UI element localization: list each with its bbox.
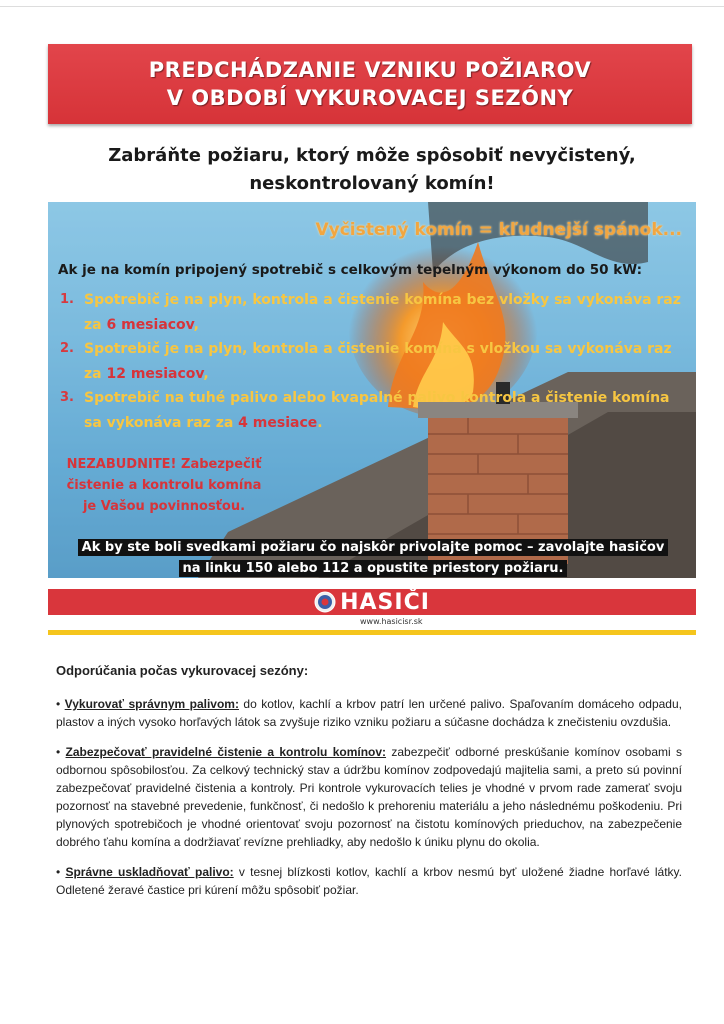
recommendation-item	[56, 695, 682, 731]
inspection-list	[58, 288, 688, 435]
reminder-text: NEZABUDNITE! Zabezpečiť čistenie a kontrolu komína je Vašou povinnosťou.	[66, 457, 262, 514]
item-interval: 4 mesiace	[238, 414, 318, 431]
subtitle-line-1: Zabráňte požiaru, ktorý môže spôsobiť nevyčistený,	[108, 145, 636, 166]
title-line-2: V OBDOBÍ VYKUROVACEJ SEZÓNY	[166, 86, 574, 110]
brand-bar	[48, 589, 696, 615]
page-edge	[0, 6, 724, 7]
emergency-callout	[66, 537, 680, 579]
recommendation-item	[56, 863, 682, 899]
brand-url[interactable]: www.hasicisr.sk	[360, 617, 423, 626]
list-item	[58, 337, 688, 386]
callout-line-1: Ak by ste boli svedkami požiaru čo najskôr privolajte pomoc – zavolajte hasičov	[78, 539, 669, 556]
recommendations-heading: Odporúčania počas vykurovacej sezóny:	[56, 663, 309, 678]
item-number: 1.	[60, 292, 74, 307]
intro-text: Ak je na komín pripojený spotrebič s celkovým tepelným výkonom do 50 kW:	[58, 262, 643, 278]
recommendations	[56, 663, 682, 911]
recommendation-text: v tesnej blízkosti kotlov, kachlí a krbov nesmú byť uložené žiadne horľavé látky. Odletené žeravé častice pri kúrení môžu spôsobiť požiar.	[56, 865, 683, 897]
item-interval: 6 mesiacov	[106, 316, 194, 333]
brand-name: HASIČI	[340, 589, 430, 615]
list-item	[58, 386, 688, 435]
item-interval: 12 mesiacov	[106, 365, 204, 382]
fire-service-emblem-icon	[314, 591, 336, 613]
recommendation-text: do kotlov, kachlí a krbov patrí len určené palivo. Spaľovaním domáceho odpadu, plastov a iných vysoko horľavých látok sa zvyšuje riziko vzniku požiaru a súčasne dochádza k znečisteniu ovzdušia.	[56, 697, 682, 729]
title-line-1: PREDCHÁDZANIE VZNIKU POŽIAROV	[148, 58, 592, 82]
motto: Vyčistený komín = kľudnejší spánok...	[315, 220, 682, 240]
chimney-fire-photo	[48, 202, 696, 578]
recommendation-term: Vykurovať správnym palivom:	[64, 697, 239, 711]
bullet-icon: •	[56, 865, 61, 879]
title-banner	[48, 44, 692, 124]
subtitle	[60, 142, 684, 198]
item-end: ,	[203, 365, 209, 382]
list-item	[58, 288, 688, 337]
recommendation-item	[56, 743, 682, 851]
subtitle-line-2: neskontrolovaný komín!	[249, 173, 495, 194]
item-text: Spotrebič na tuhé palivo alebo kvapalné palivo kontrola a čistenie komína sa vykonáva raz za	[84, 390, 670, 431]
recommendation-term: Správne uskladňovať palivo:	[65, 865, 234, 879]
divider-line	[48, 630, 696, 635]
item-number: 3.	[60, 390, 74, 405]
item-end: ,	[193, 316, 199, 333]
recommendation-text: zabezpečiť odborné preskúšanie komínov osobami s odbornou spôsobilosťou. Za celkový technický stav a údržbu komínov zodpovedajú majitelia sami, a preto sú povinní zabezpečovať pravidelné čistenia a kontroly. Pri kontrole vykurovacích telies je vhodné v prvom rade zamerať svoju pozornosť na stavebné prevedenie, funkčnosť, či nedošlo k prehoreniu materiálu a jeho následnému poškodeniu. Pri plynových spotrebičoch je vhodné orientovať svoju pozornosť na čistotu komínových prieduchov, na zabezpečenie dobrého ťahu komína a dodržiavať revízne prehliadky, aby nedošlo k úniku plynu do okolia.	[56, 745, 682, 849]
item-end: .	[317, 414, 323, 431]
callout-line-2: na linku 150 alebo 112 a opustite priestory požiaru.	[179, 560, 568, 577]
item-number: 2.	[60, 341, 74, 356]
recommendation-term: Zabezpečovať pravidelné čistenie a kontrolu komínov:	[65, 745, 387, 759]
item-text: Spotrebič je na plyn, kontrola a čistenie komína bez vložky sa vykonáva raz za	[84, 292, 681, 333]
bullet-icon: •	[56, 745, 61, 759]
item-text: Spotrebič je na plyn, kontrola a čistenie komína s vložkou sa vykonáva raz za	[84, 341, 672, 382]
bullet-icon: •	[56, 697, 61, 711]
brand-logo	[314, 590, 430, 615]
